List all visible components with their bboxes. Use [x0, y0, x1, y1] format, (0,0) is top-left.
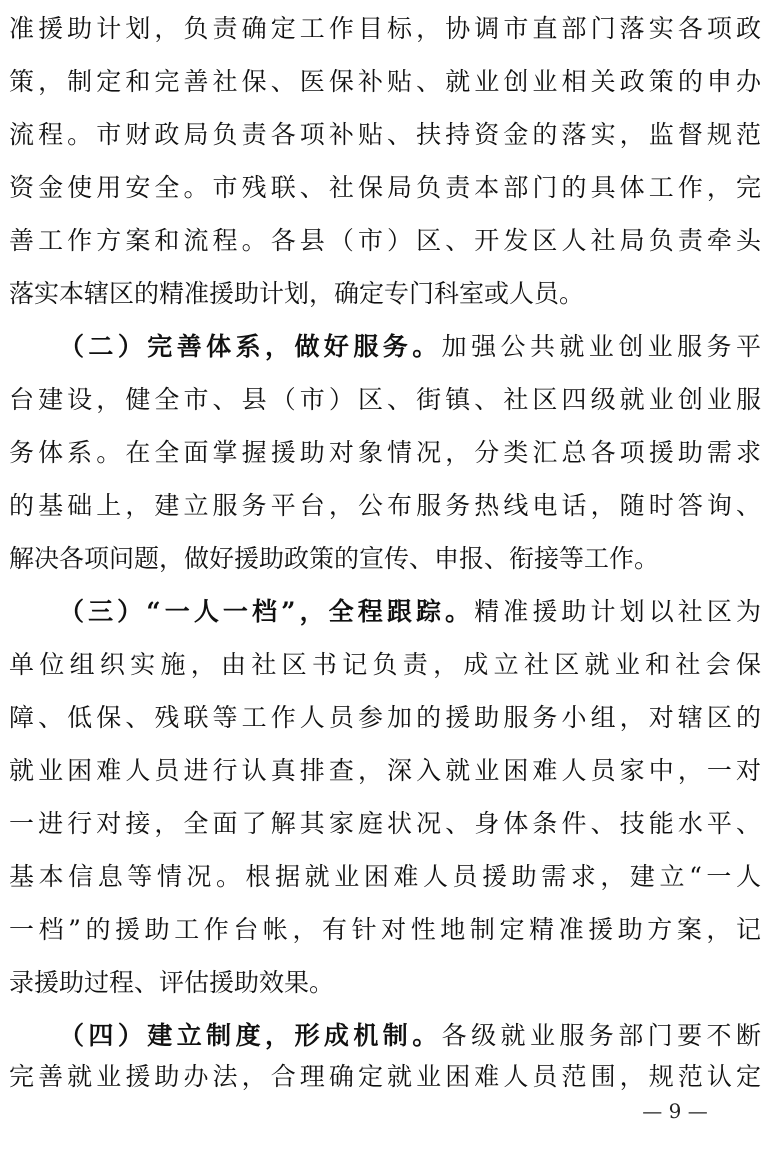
paragraph-line: 完善就业援助办法，合理确定就业困难人员范围，规范认定 [9, 1062, 761, 1091]
paragraph-line: 台建设，健全市、县（市）区、街镇、社区四级就业创业服 [9, 385, 761, 414]
section-3-first-line [59, 597, 761, 627]
paragraph-line: 就业困难人员进行认真排查，深入就业困难人员家中，一对 [9, 756, 761, 785]
paragraph-line: 的基础上，建立服务平台，公布服务热线电话，随时答询、 [9, 491, 761, 520]
paragraph-line: 解决各项问题，做好援助政策的宣传、申报、衔接等工作。 [9, 544, 660, 573]
paragraph-line: 资金使用安全。市残联、社保局负责本部门的具体工作，完 [9, 173, 761, 202]
paragraph-text: 加强公共就业创业服务平 [441, 332, 761, 361]
section-4-first-line [59, 1021, 761, 1051]
paragraph-text: 各级就业服务部门要不断 [441, 1021, 761, 1050]
paragraph-line: 善工作方案和流程。各县（市）区、开发区人社局负责牵头 [9, 226, 761, 255]
paragraph-line: 策，制定和完善社保、医保补贴、就业创业相关政策的申办 [9, 67, 761, 96]
paragraph-line: 录援助过程、评估援助效果。 [9, 968, 335, 997]
paragraph-line: 务体系。在全面掌握援助对象情况，分类汇总各项援助需求 [9, 438, 761, 467]
paragraph-line: 基本信息等情况。根据就业困难人员援助需求，建立“一人 [9, 862, 761, 891]
paragraph-line: 障、低保、残联等工作人员参加的援助服务小组，对辖区的 [9, 703, 761, 732]
section-2-first-line [59, 332, 761, 362]
paragraph-line: 落实本辖区的精准援助计划，确定专门科室或人员。 [9, 279, 585, 308]
section-heading: （四）建立制度，形成机制。 [59, 1021, 442, 1050]
paragraph-line: 一档”的援助工作台帐，有针对性地制定精准援助方案，记 [9, 915, 761, 944]
page-number: — 9 — [642, 1099, 708, 1123]
paragraph-line: 准援助计划，负责确定工作目标，协调市直部门落实各项政 [9, 14, 761, 43]
paragraph-text: 精准援助计划以社区为 [474, 597, 761, 626]
paragraph-line: 一进行对接，全面了解其家庭状况、身体条件、技能水平、 [9, 809, 761, 838]
section-heading: （三）“一人一档”，全程跟踪。 [59, 597, 475, 626]
section-heading: （二）完善体系，做好服务。 [59, 332, 442, 361]
paragraph-line: 流程。市财政局负责各项补贴、扶持资金的落实，监督规范 [9, 120, 761, 149]
paragraph-line: 单位组织实施，由社区书记负责，成立社区就业和社会保 [9, 650, 761, 679]
